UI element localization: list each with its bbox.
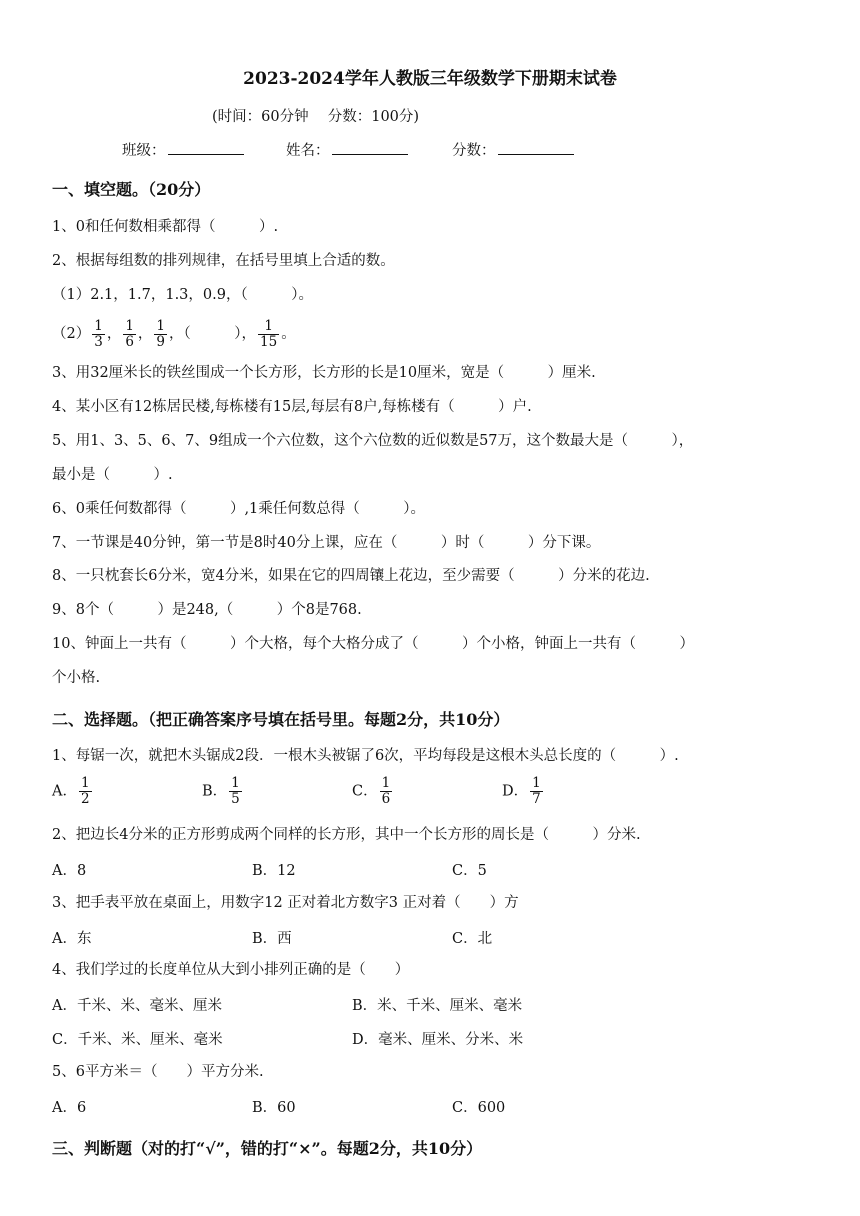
s2-q3-option-a[interactable]: A．东 bbox=[52, 931, 92, 947]
s1-question-2-1: （1）2.1，1.7，1.3，0.9，（ ）。 bbox=[52, 287, 313, 303]
s1-question-5b: 最小是（ ）. bbox=[52, 467, 173, 483]
s2-q2-option-c[interactable]: C．5 bbox=[452, 863, 487, 879]
class-field bbox=[122, 139, 244, 160]
s1-question-10b: 个小格. bbox=[52, 670, 101, 686]
s2-q2-option-a[interactable]: A．8 bbox=[52, 863, 87, 879]
class-label: 班级： bbox=[122, 143, 166, 159]
exam-title: 2023-2024学年人教版三年级数学下册期末试卷 bbox=[243, 69, 617, 89]
s2-q1-option-c[interactable]: C． $\frac{1}{6}$ bbox=[352, 775, 391, 807]
s2-q3-option-c[interactable]: C．北 bbox=[452, 931, 493, 947]
s1-question-2-2: （2） $\frac{1}{3}$ ， $\frac{1}{6}$ ， $\frac{1}{9}$ ，（ ）， $\frac{1}{15}$ 。 bbox=[52, 317, 296, 350]
q2-2-end: 。 bbox=[281, 326, 296, 342]
q2-2-prefix: （2） bbox=[52, 326, 91, 342]
fraction: $\frac{1}{7}$ bbox=[532, 775, 541, 807]
s2-q1-option-b[interactable]: B． $\frac{1}{5}$ bbox=[202, 775, 240, 807]
s2-question-4: 4、我们学过的长度单位从大到小排列正确的是（ ） bbox=[52, 962, 410, 978]
fraction: $\frac{1}{5}$ bbox=[231, 775, 240, 807]
s2-q4-option-c[interactable]: C．千米、米、厘米、毫米 bbox=[52, 1032, 223, 1048]
s2-q3-option-b[interactable]: B．西 bbox=[252, 931, 292, 947]
s1-question-8: 8、一只枕套长6分米，宽4分米，如果在它的四周镶上花边，至少需要（ ）分米的花边. bbox=[52, 568, 650, 584]
s1-question-6: 6、0乘任何数都得（ ）,1乘任何数总得（ ）。 bbox=[52, 501, 426, 517]
s2-q4-option-b[interactable]: B．米、千米、厘米、毫米 bbox=[352, 998, 523, 1014]
fraction: $\frac{1}{15}$ bbox=[260, 317, 278, 350]
fraction: $\frac{1}{2}$ bbox=[80, 775, 90, 807]
score-blank[interactable] bbox=[498, 140, 574, 155]
fraction: $\frac{1}{3}$ bbox=[94, 317, 103, 350]
s1-question-3: 3、用32厘米长的铁丝围成一个长方形，长方形的长是10厘米，宽是（ ）厘米. bbox=[52, 365, 596, 381]
fraction: $\frac{1}{9}$ bbox=[156, 317, 166, 350]
s1-question-10a: 10、钟面上一共有（ ）个大格，每个大格分成了（ ）个小格，钟面上一共有（ ） bbox=[52, 636, 694, 652]
s2-question-2: 2、把边长4分米的正方形剪成两个同样的长方形，其中一个长方形的周长是（ ）分米. bbox=[52, 827, 641, 843]
section3-heading: 三、判断题（对的打“√”，错的打“×”。每题2分，共10分） bbox=[52, 1139, 483, 1158]
exam-subtitle: (时间：60分钟 分数：100分) bbox=[212, 109, 420, 125]
s2-question-3: 3、把手表平放在桌面上，用数字12 正对着北方数字3 正对着（ ）方 bbox=[52, 895, 519, 911]
section2-heading: 二、选择题。（把正确答案序号填在括号里。每题2分，共10分） bbox=[52, 710, 510, 729]
name-label: 姓名： bbox=[286, 143, 330, 159]
fraction: $\frac{1}{6}$ bbox=[125, 317, 134, 350]
s1-question-1: 1、0和任何数相乘都得（ ）. bbox=[52, 219, 279, 235]
class-blank[interactable] bbox=[168, 140, 244, 155]
s2-q4-option-d[interactable]: D．毫米、厘米、分米、米 bbox=[352, 1032, 524, 1048]
s2-q4-option-a[interactable]: A．千米、米、毫米、厘米 bbox=[52, 998, 222, 1014]
name-blank[interactable] bbox=[332, 140, 408, 155]
s1-question-9: 9、8个（ ）是248,（ ）个8是768. bbox=[52, 602, 362, 618]
s2-q1-option-d[interactable]: D． $\frac{1}{7}$ bbox=[502, 775, 541, 807]
score-label: 分数： bbox=[452, 143, 496, 159]
s1-question-5a: 5、用1、3、5、6、7、9组成一个六位数，这个六位数的近似数是57万，这个数最大是（ ）， bbox=[52, 433, 694, 449]
s2-q2-option-b[interactable]: B．12 bbox=[252, 863, 296, 879]
name-field bbox=[286, 139, 408, 160]
s2-q5-option-b[interactable]: B．60 bbox=[252, 1100, 296, 1116]
score-field bbox=[452, 139, 574, 160]
s2-question-1: 1、每锯一次，就把木头锯成2段．一根木头被锯了6次，平均每段是这根木头总长度的（ ）. bbox=[52, 748, 679, 764]
q2-2-middle: ，（ ）， bbox=[169, 326, 257, 342]
s2-question-5: 5、6平方米＝（ ）平方分米. bbox=[52, 1064, 264, 1080]
s2-q5-option-c[interactable]: C．600 bbox=[452, 1100, 506, 1116]
section1-heading: 一、填空题。（20分） bbox=[52, 180, 211, 199]
s2-q5-option-a[interactable]: A．6 bbox=[52, 1100, 87, 1116]
s2-q1-option-a[interactable]: A． $\frac{1}{2}$ bbox=[52, 775, 90, 807]
s1-question-2: 2、根据每组数的排列规律，在括号里填上合适的数。 bbox=[52, 253, 395, 269]
s1-question-7: 7、一节课是40分钟，第一节是8时40分上课，应在（ ）时（ ）分下课。 bbox=[52, 535, 601, 551]
fraction: $\frac{1}{6}$ bbox=[381, 775, 391, 807]
s1-question-4: 4、某小区有12栋居民楼,每栋楼有15层,每层有8户,每栋楼有（ ）户. bbox=[52, 399, 532, 415]
